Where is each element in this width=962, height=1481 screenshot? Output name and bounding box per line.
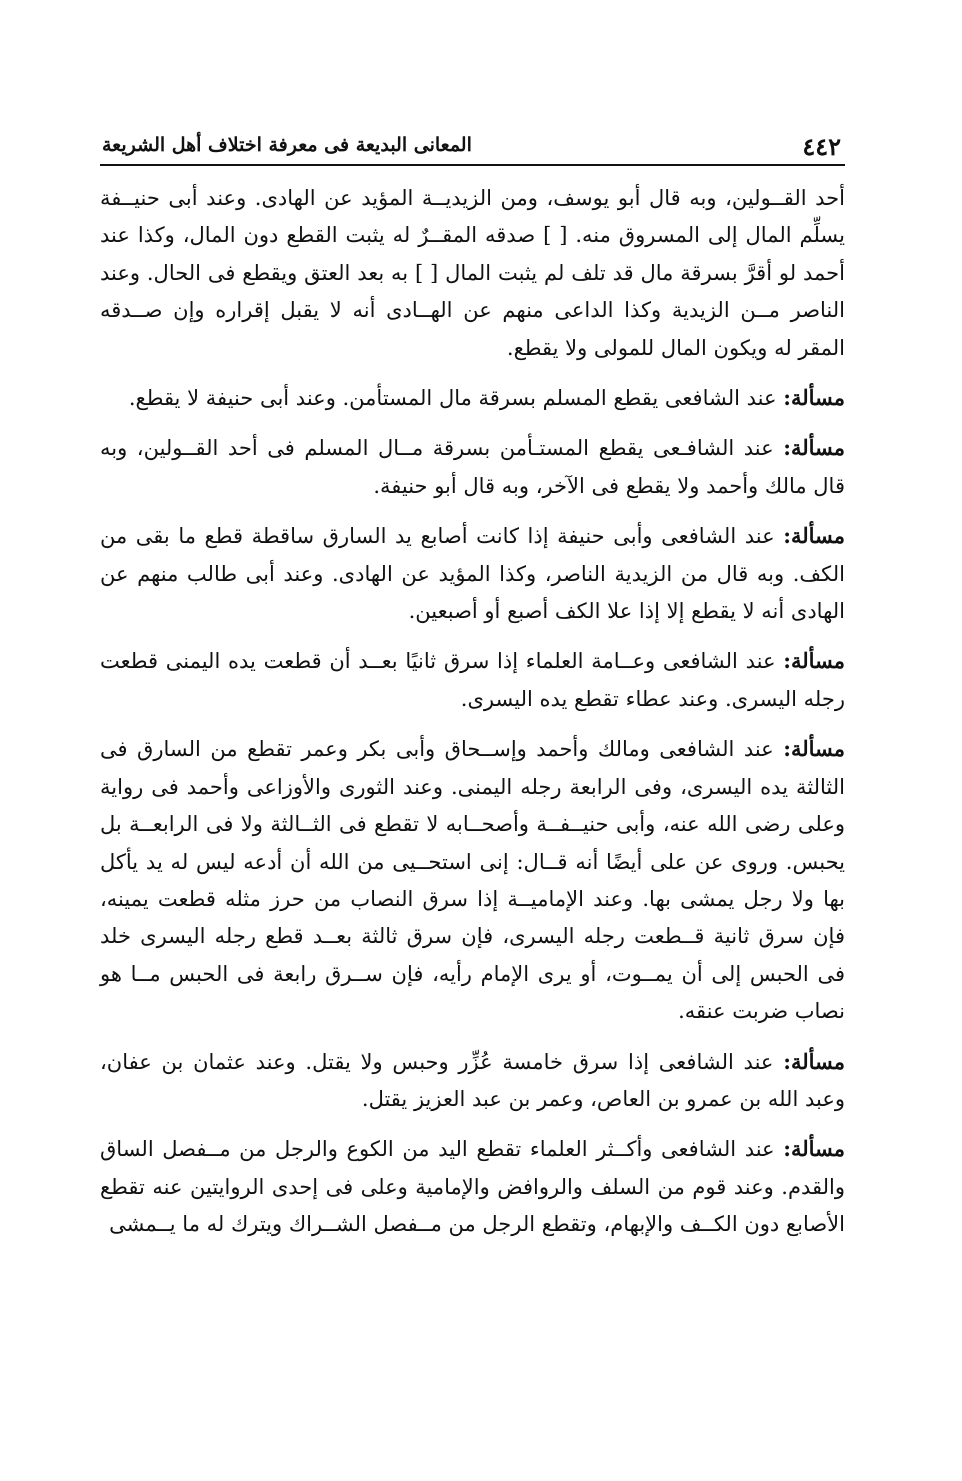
- paragraph: [100, 1043, 845, 1119]
- paragraph: [100, 379, 845, 417]
- issue-label: مسألة:: [783, 523, 845, 549]
- issue-label: مسألة:: [783, 1136, 845, 1162]
- paragraph-text: عند الشافعى وأكــثر العلماء تقطع اليد من الكوع والرجل من مــفصل الساق والقدم. وعند قوم من السلف والروافض والإمامية وعلى فى إحدى الروايتين عنه تقطع الأصابع دون الكــف والإبهام، وتقطع الرجل من مــفصل الشــراك ويترك له ما يــمشى: [100, 1137, 845, 1237]
- paragraph-text: عند الشافعى ومالك وأحمد وإســحاق وأبى بكر وعمر تقطع من السارق فى الثالثة يده اليسرى، وفى الرابعة رجله اليمنى. وعند الثورى والأوزاعى وأحمد فى رواية وعلى رضى الله عنه، وأبى حنيــفــة وأصحــابه لا تقطع فى الثــالثة ولا فى الرابعــة بل يحبس. وروى عن على أيضًا أنه قــال: إنى استحــيى من الله أن أدعه ليس له يد يأكل بها ولا رجل يمشى بها. وعند الإماميــة إذا سرق النصاب من حرز مثله قطعت يمينه، فإن سرق ثانية قــطعت رجله اليسرى، فإن سرق ثالثة بعــد قطع رجله اليسرى خلد فى الحبس إلى أن يمــوت، أو يرى الإمام رأيه، فإن ســرق رابعة فى الحبس مــا هو نصاب ضربت عنقه.: [100, 737, 845, 1024]
- paragraph: [100, 179, 845, 367]
- paragraph-text: عند الشافعى يقطع المسلم بسرقة مال المستأمن. وعند أبى حنيفة لا يقطع.: [128, 386, 784, 411]
- book-page: [100, 128, 845, 1256]
- page-number: ٤٤٢: [802, 132, 841, 161]
- paragraph: [100, 429, 845, 505]
- page-body: [100, 179, 845, 1244]
- paragraph: [100, 1130, 845, 1243]
- paragraph-text: عند الشافعى وعــامة العلماء إذا سرق ثانيًا بعــد أن قطعت يده اليمنى قطعت رجله اليسرى. وعند عطاء تقطع يده اليسرى.: [100, 649, 845, 711]
- paragraph-text: عند الشافعى وأبى حنيفة إذا كانت أصابع يد السارق ساقطة قطع ما بقى من الكف. وبه قال من الزيدية الناصر، وكذا المؤيد عن الهادى. وعند أبى طالب منهم عن الهادى أنه لا يقطع إلا إذا علا الكف أصبع أو أصبعين.: [100, 524, 845, 624]
- paragraph: [100, 730, 845, 1030]
- issue-label: مسألة:: [783, 648, 845, 674]
- issue-label: مسألة:: [783, 736, 845, 762]
- paragraph: [100, 642, 845, 718]
- paragraph-text: عند الشافـعى يقطع المستـأمن بسرقة مــال المسلم فى أحد القــولين، وبه قال مالك وأحمد ولا يقطع فى الآخر، وبه قال أبو حنيفة.: [100, 436, 845, 498]
- running-title: المعانى البديعة فى معرفة اختلاف أهل الشريعة: [102, 134, 472, 156]
- issue-label: مسألة:: [783, 435, 845, 461]
- issue-label: مسألة:: [783, 385, 845, 411]
- paragraph-text: عند الشافعى إذا سرق خامسة عُزِّر وحبس ولا يقتل. وعند عثمان بن عفان، وعبد الله بن عمرو بن العاص، وعمر بن عبد العزيز يقتل.: [100, 1049, 845, 1111]
- paragraph: [100, 517, 845, 630]
- paragraph-text: أحد القــولين، وبه قال أبو يوسف، ومن الزيديــة المؤيد عن الهادى. وعند أبى حنيــفة يسلِّم المال إلى المسروق منه. [ ] صدقه المقــرٌ له يثبت القطع دون المال، وكذا عند أحمد لو أقرَّ بسرقة مال قد تلف لم يثبت المال [ ] به بعد العتق ويقطع فى الحال. وعند الناصر مــن الزيدية وكذا الداعى منهم عن الهــادى أنه لا يقبل إقراره وإن صــدقه المقر له ويكون المال للمولى ولا يقطع.: [100, 186, 845, 360]
- page-header: [100, 128, 845, 166]
- issue-label: مسألة:: [783, 1048, 845, 1074]
